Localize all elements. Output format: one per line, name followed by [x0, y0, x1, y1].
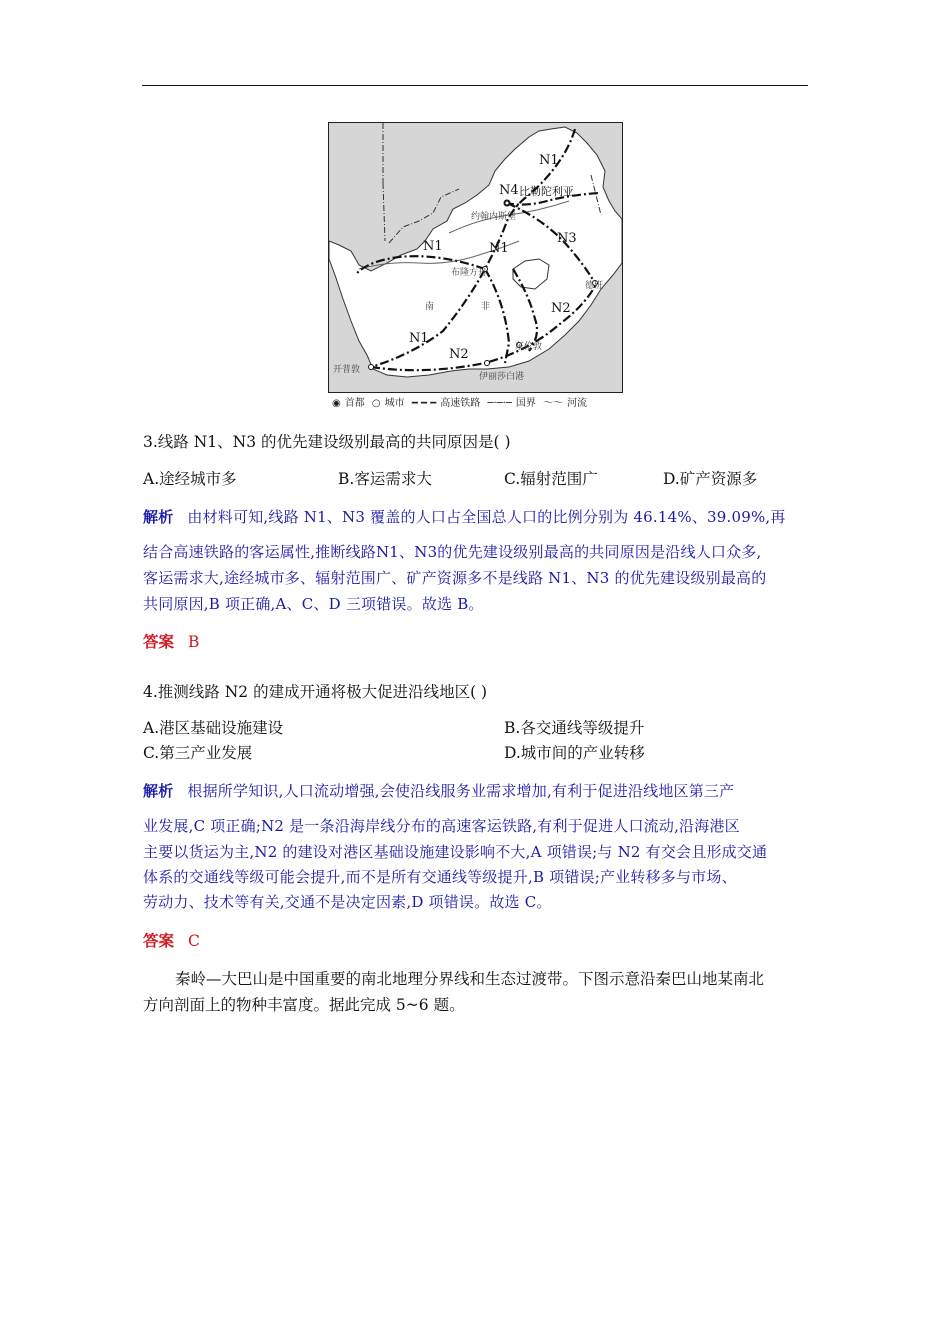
label-n1-mid: N1: [489, 241, 509, 256]
q3-answer: [143, 630, 199, 652]
q4-answer: [143, 929, 200, 951]
q4-answer-value: C: [188, 932, 200, 950]
q4-option-d: D.城市间的产业转移: [504, 744, 645, 762]
capital-icon: ◉: [332, 398, 341, 409]
label-durban: 德班: [585, 281, 604, 291]
border-icon: ─·─·─: [487, 398, 512, 409]
q3-analysis-line-4: 共同原因,B 项正确,A、C、D 三项错误。故选 B。: [143, 595, 484, 613]
q4-option-b: B.各交通线等级提升: [504, 719, 645, 737]
legend-river: 河流: [567, 398, 588, 409]
legend-capital: 首都: [344, 398, 365, 409]
q3-analysis-line-3: 客运需求大,途经城市多、辐射范围广、矿产资源多不是线路 N1、N3 的优先建设级别最高的: [143, 569, 767, 587]
label-bloemfontein: 布隆方丹: [451, 268, 488, 278]
label-cape-town: 开普敦: [333, 365, 361, 375]
q3-option-b: B.客运需求大: [338, 470, 432, 488]
label-johannesburg: 约翰内斯堡: [471, 212, 517, 222]
border-north: [383, 123, 385, 241]
map-drawing: [329, 123, 622, 392]
city-port-elizabeth: [485, 361, 490, 366]
q4-answer-tag: 答案: [143, 931, 175, 950]
intro-line-2: 方向剖面上的物种丰富度。据此完成 5~6 题。: [143, 996, 465, 1014]
label-port-elizabeth: 伊丽莎白港: [479, 372, 525, 382]
south-africa-railway-map: [328, 122, 623, 393]
q4-analysis-line-3: 主要以货运为主,N2 的建设对港区基础设施建设影响不大,A 项错误;与 N2 有交会且形成交通: [143, 843, 768, 861]
question-4-stem: 4.推测线路 N2 的建成开通将极大促进沿线地区( ): [143, 683, 488, 701]
q4-analysis-line-4: 体系的交通线等级可能会提升,而不是所有交通线等级提升,B 项错误;产业转移多与市场、: [143, 868, 737, 886]
q3-option-a: A.途经城市多: [143, 470, 237, 488]
label-country-a: 南: [425, 302, 435, 312]
q4-analysis-line-1: [143, 780, 809, 801]
label-n3: N3: [557, 231, 577, 246]
q4-option-c: C.第三产业发展: [143, 744, 253, 762]
header-rule: [142, 85, 808, 86]
map-legend: [332, 394, 632, 409]
label-n1-bottom: N1: [409, 331, 429, 346]
label-country-b: 非: [481, 302, 491, 312]
q3-analysis-tag: 解析: [143, 508, 174, 526]
q4-option-a: A.港区基础设施建设: [143, 719, 284, 737]
legend-city: 城市: [384, 398, 405, 409]
q4-analysis-line-5: 劳动力、技术等有关,交通不是决定因素,D 项错误。故选 C。: [143, 893, 552, 911]
land-area: [329, 127, 622, 377]
q3-answer-tag: 答案: [143, 632, 175, 651]
q3-analysis-text-1: 由材料可知,线路 N1、N3 覆盖的人口占全国总人口的比例分别为 46.14%、39.09%,再: [187, 508, 786, 526]
label-n2-bottom: N2: [449, 347, 469, 362]
q3-analysis-line-1: [143, 506, 809, 527]
q4-analysis-tag: 解析: [143, 782, 174, 800]
q4-analysis-text-1: 根据所学知识,人口流动增强,会使沿线服务业需求增加,有利于促进沿线地区第三产: [187, 782, 735, 800]
intro-line-1: 秦岭—大巴山是中国重要的南北地理分界线和生态过渡带。下图示意沿秦巴山地某南北: [175, 970, 765, 988]
q3-option-c: C.辐射范围广: [504, 470, 598, 488]
question-3-stem: 3.线路 N1、N3 的优先建设级别最高的共同原因是( ): [143, 433, 511, 451]
label-n1-left: N1: [423, 239, 443, 254]
q4-analysis-line-2: 业发展,C 项正确;N2 是一条沿海岸线分布的高速客运铁路,有利于促进人口流动,沿海港区: [143, 817, 740, 835]
city-cape-town: [369, 365, 374, 370]
q3-answer-value: B: [188, 633, 200, 651]
label-east-london: 东伦敦: [515, 342, 543, 352]
legend-railway: 高速铁路: [440, 398, 481, 409]
label-n2-right: N2: [551, 301, 571, 316]
river-icon: ～～: [543, 398, 564, 409]
label-n1-top: N1: [539, 153, 559, 168]
label-capital: 比勒陀利亚: [519, 185, 574, 198]
q3-analysis-line-2: 结合高速铁路的客运属性,推断线路N1、N3的优先建设级别最高的共同原因是沿线人口众多,: [143, 543, 762, 561]
city-icon: ○: [371, 398, 381, 409]
legend-border: 国界: [515, 398, 536, 409]
railway-icon: ━ ━ ━: [411, 398, 437, 409]
label-n4: N4: [499, 183, 519, 198]
q3-option-d: D.矿产资源多: [663, 470, 758, 488]
